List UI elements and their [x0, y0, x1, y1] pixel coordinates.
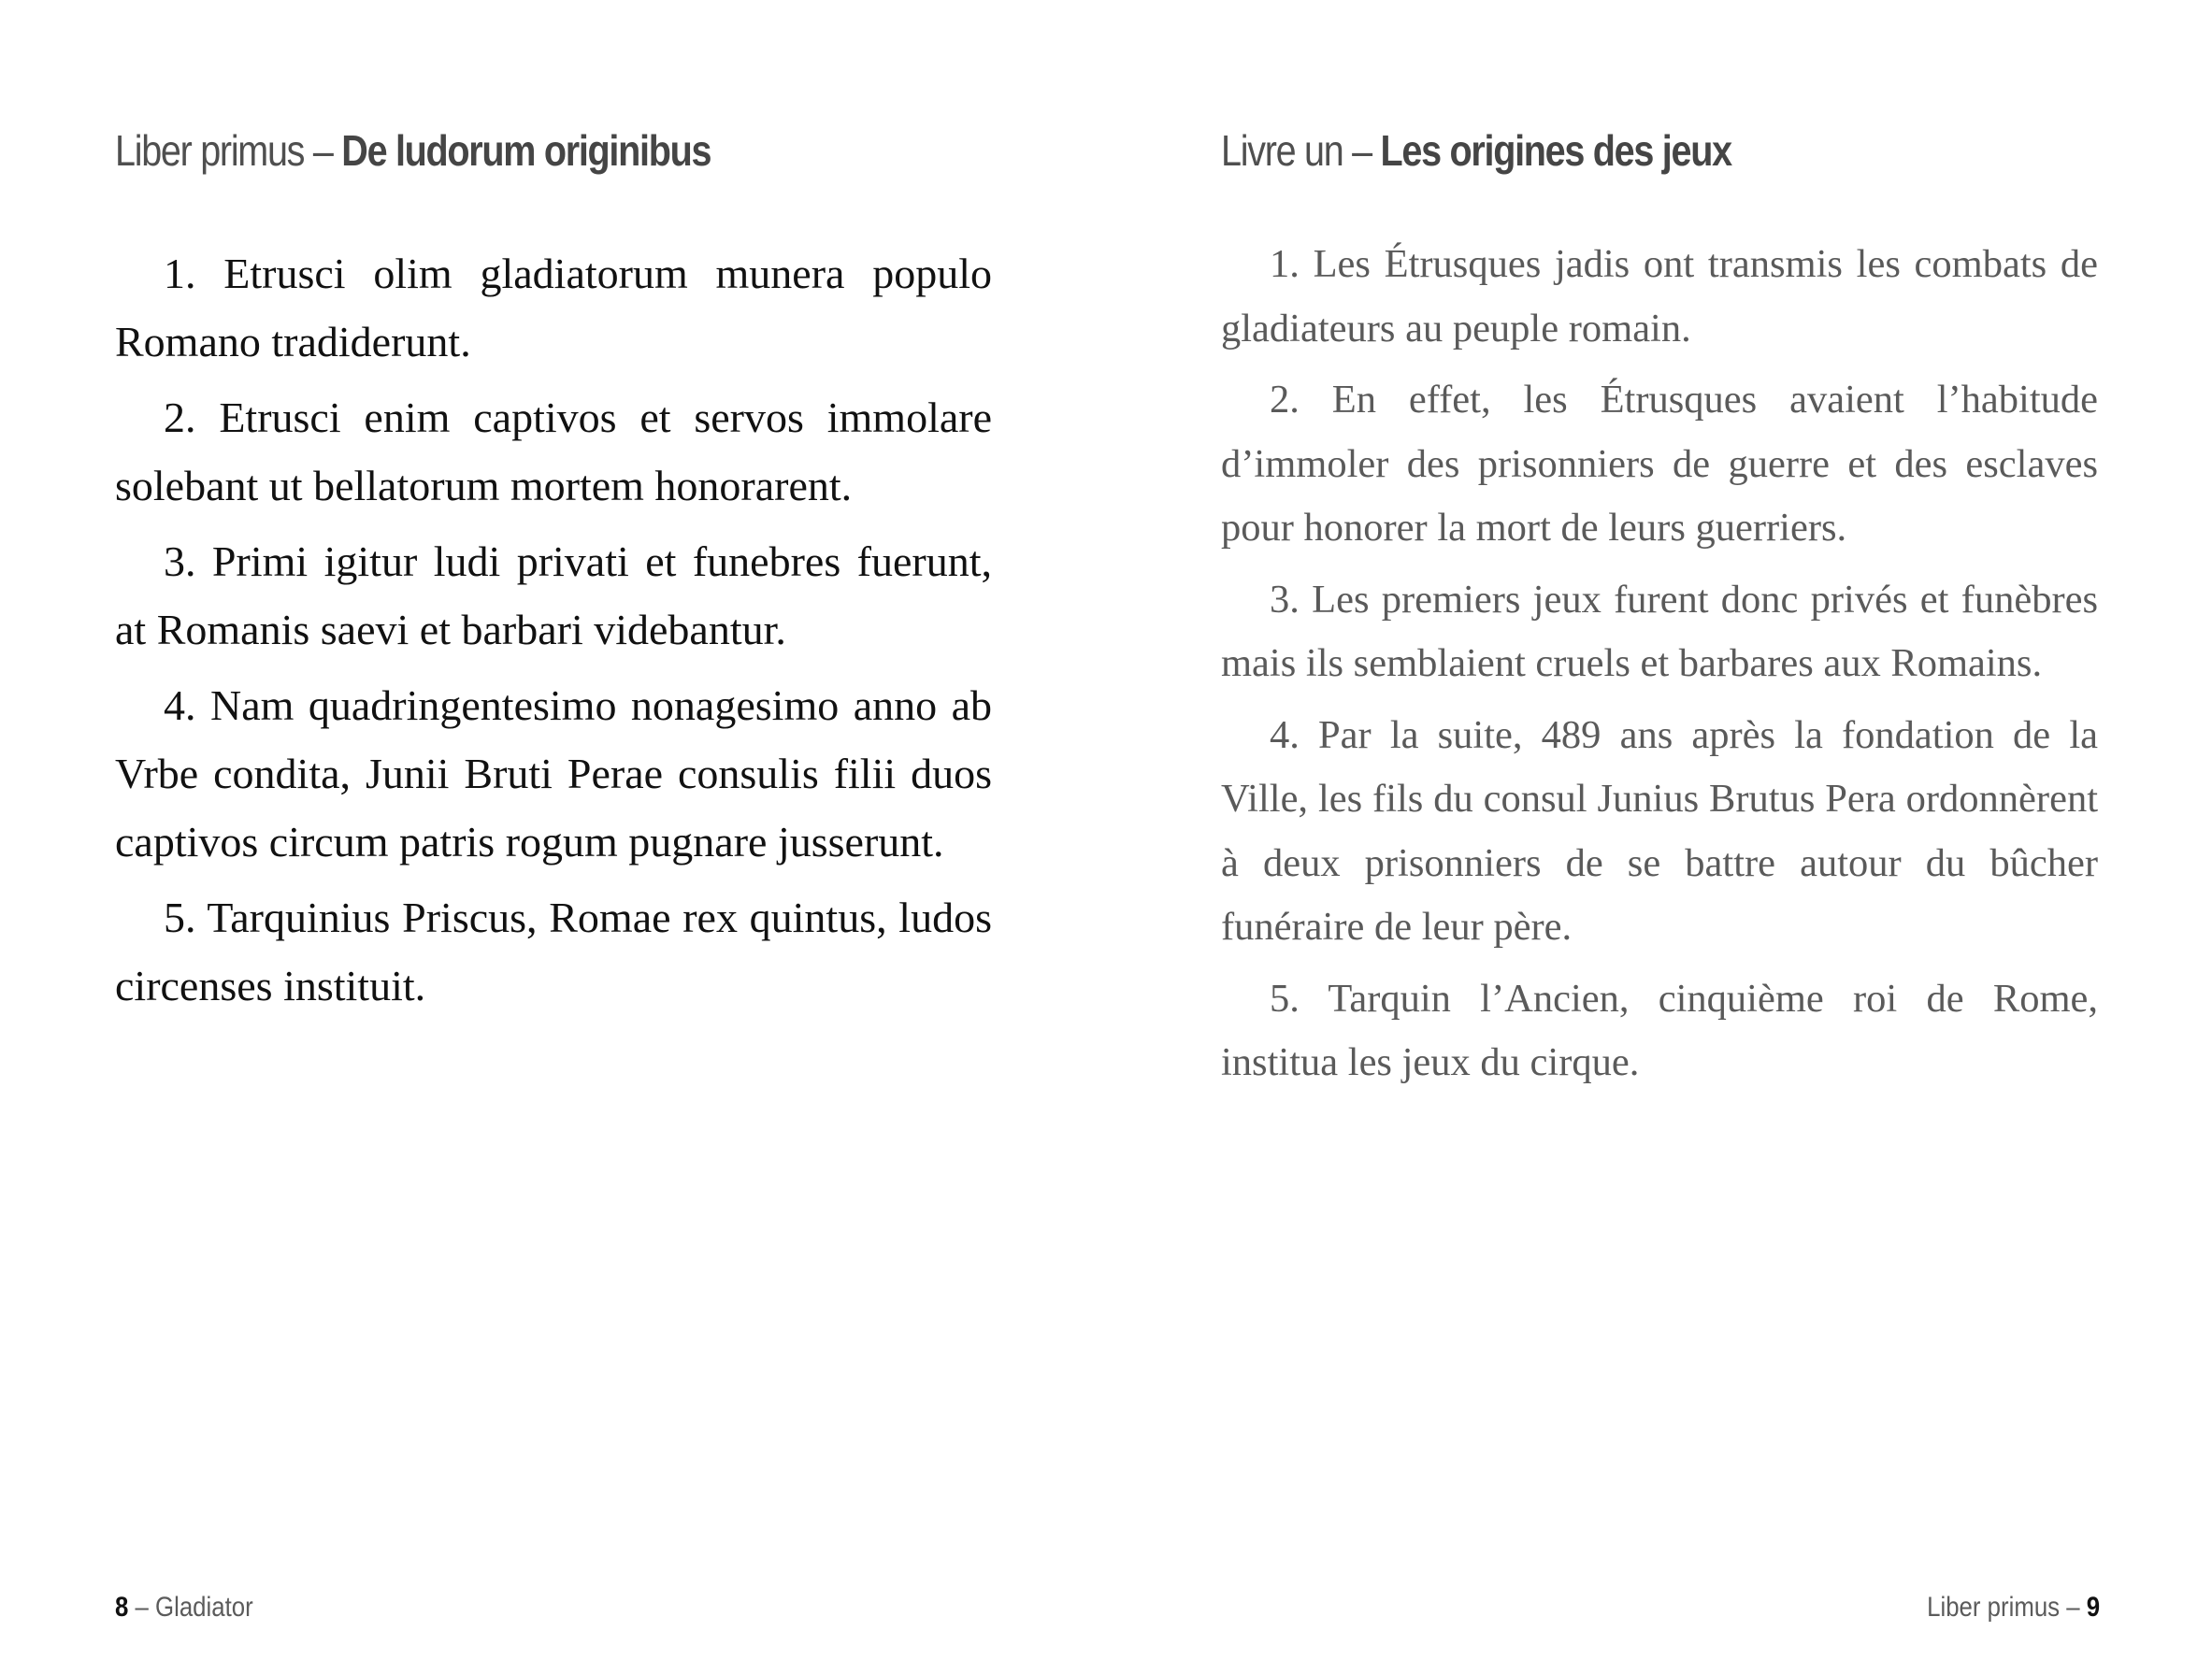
- latin-paragraph-3: 3. Primi igitur ludi privati et funebres fuerunt, at Romanis saevi et barbari videbantur.: [115, 537, 992, 653]
- french-text-body: [1221, 233, 2098, 1103]
- latin-text-body: [115, 239, 992, 1027]
- right-page-footer: [1927, 1589, 2100, 1626]
- left-page-footer: [115, 1589, 253, 1626]
- french-paragraph-4: 4. Par la suite, 489 ans après la fondation de la Ville, les fils du consul Junius Brutus Pera ordonnèrent à deux prisonniers de se battre autour du bûcher funéraire de leur père.: [1221, 712, 2098, 949]
- latin-paragraph-5: 5. Tarquinius Priscus, Romae rex quintus, ludos circenses instituit.: [115, 894, 992, 1009]
- right-footer-label: Liber primus –: [1927, 1592, 2087, 1623]
- french-paragraph-2: 2. En effet, les Étrusques avaient l’habitude d’immoler des prisonniers de guerre et des esclaves pour honorer la mort de leurs guerriers.: [1221, 378, 2098, 550]
- right-page-heading: [1221, 120, 1731, 181]
- french-paragraph-5: 5. Tarquin l’Ancien, cinquième roi de Rome, institua les jeux du cirque.: [1221, 976, 2098, 1084]
- latin-paragraph-1: 1. Etrusci olim gladiatorum munera populo Romano tradiderunt.: [115, 250, 992, 365]
- latin-paragraph-2: 2. Etrusci enim captivos et servos immolare solebant ut bellatorum mortem honorarent.: [115, 394, 992, 509]
- left-heading-title: De ludorum originibus: [341, 126, 711, 175]
- right-heading-book-label: Livre un –: [1221, 126, 1381, 175]
- french-paragraph-1: 1. Les Étrusques jadis ont transmis les combats de gladiateurs au peuple romain.: [1221, 242, 2098, 351]
- right-heading-title: Les origines des jeux: [1380, 126, 1731, 175]
- left-heading-book-label: Liber primus –: [115, 126, 342, 175]
- latin-paragraph-4: 4. Nam quadringentesimo nonagesimo anno ab Vrbe condita, Junii Bruti Perae consulis filii duos captivos circum patris rogum pugnare jusserunt.: [115, 681, 992, 866]
- left-page-heading: [115, 120, 711, 181]
- left-page-number: 8: [115, 1592, 129, 1623]
- french-paragraph-3: 3. Les premiers jeux furent donc privés et funèbres mais ils semblaient cruels et barbares aux Romains.: [1221, 577, 2098, 685]
- left-footer-label: – Gladiator: [128, 1592, 253, 1623]
- right-page-number: 9: [2086, 1592, 2100, 1623]
